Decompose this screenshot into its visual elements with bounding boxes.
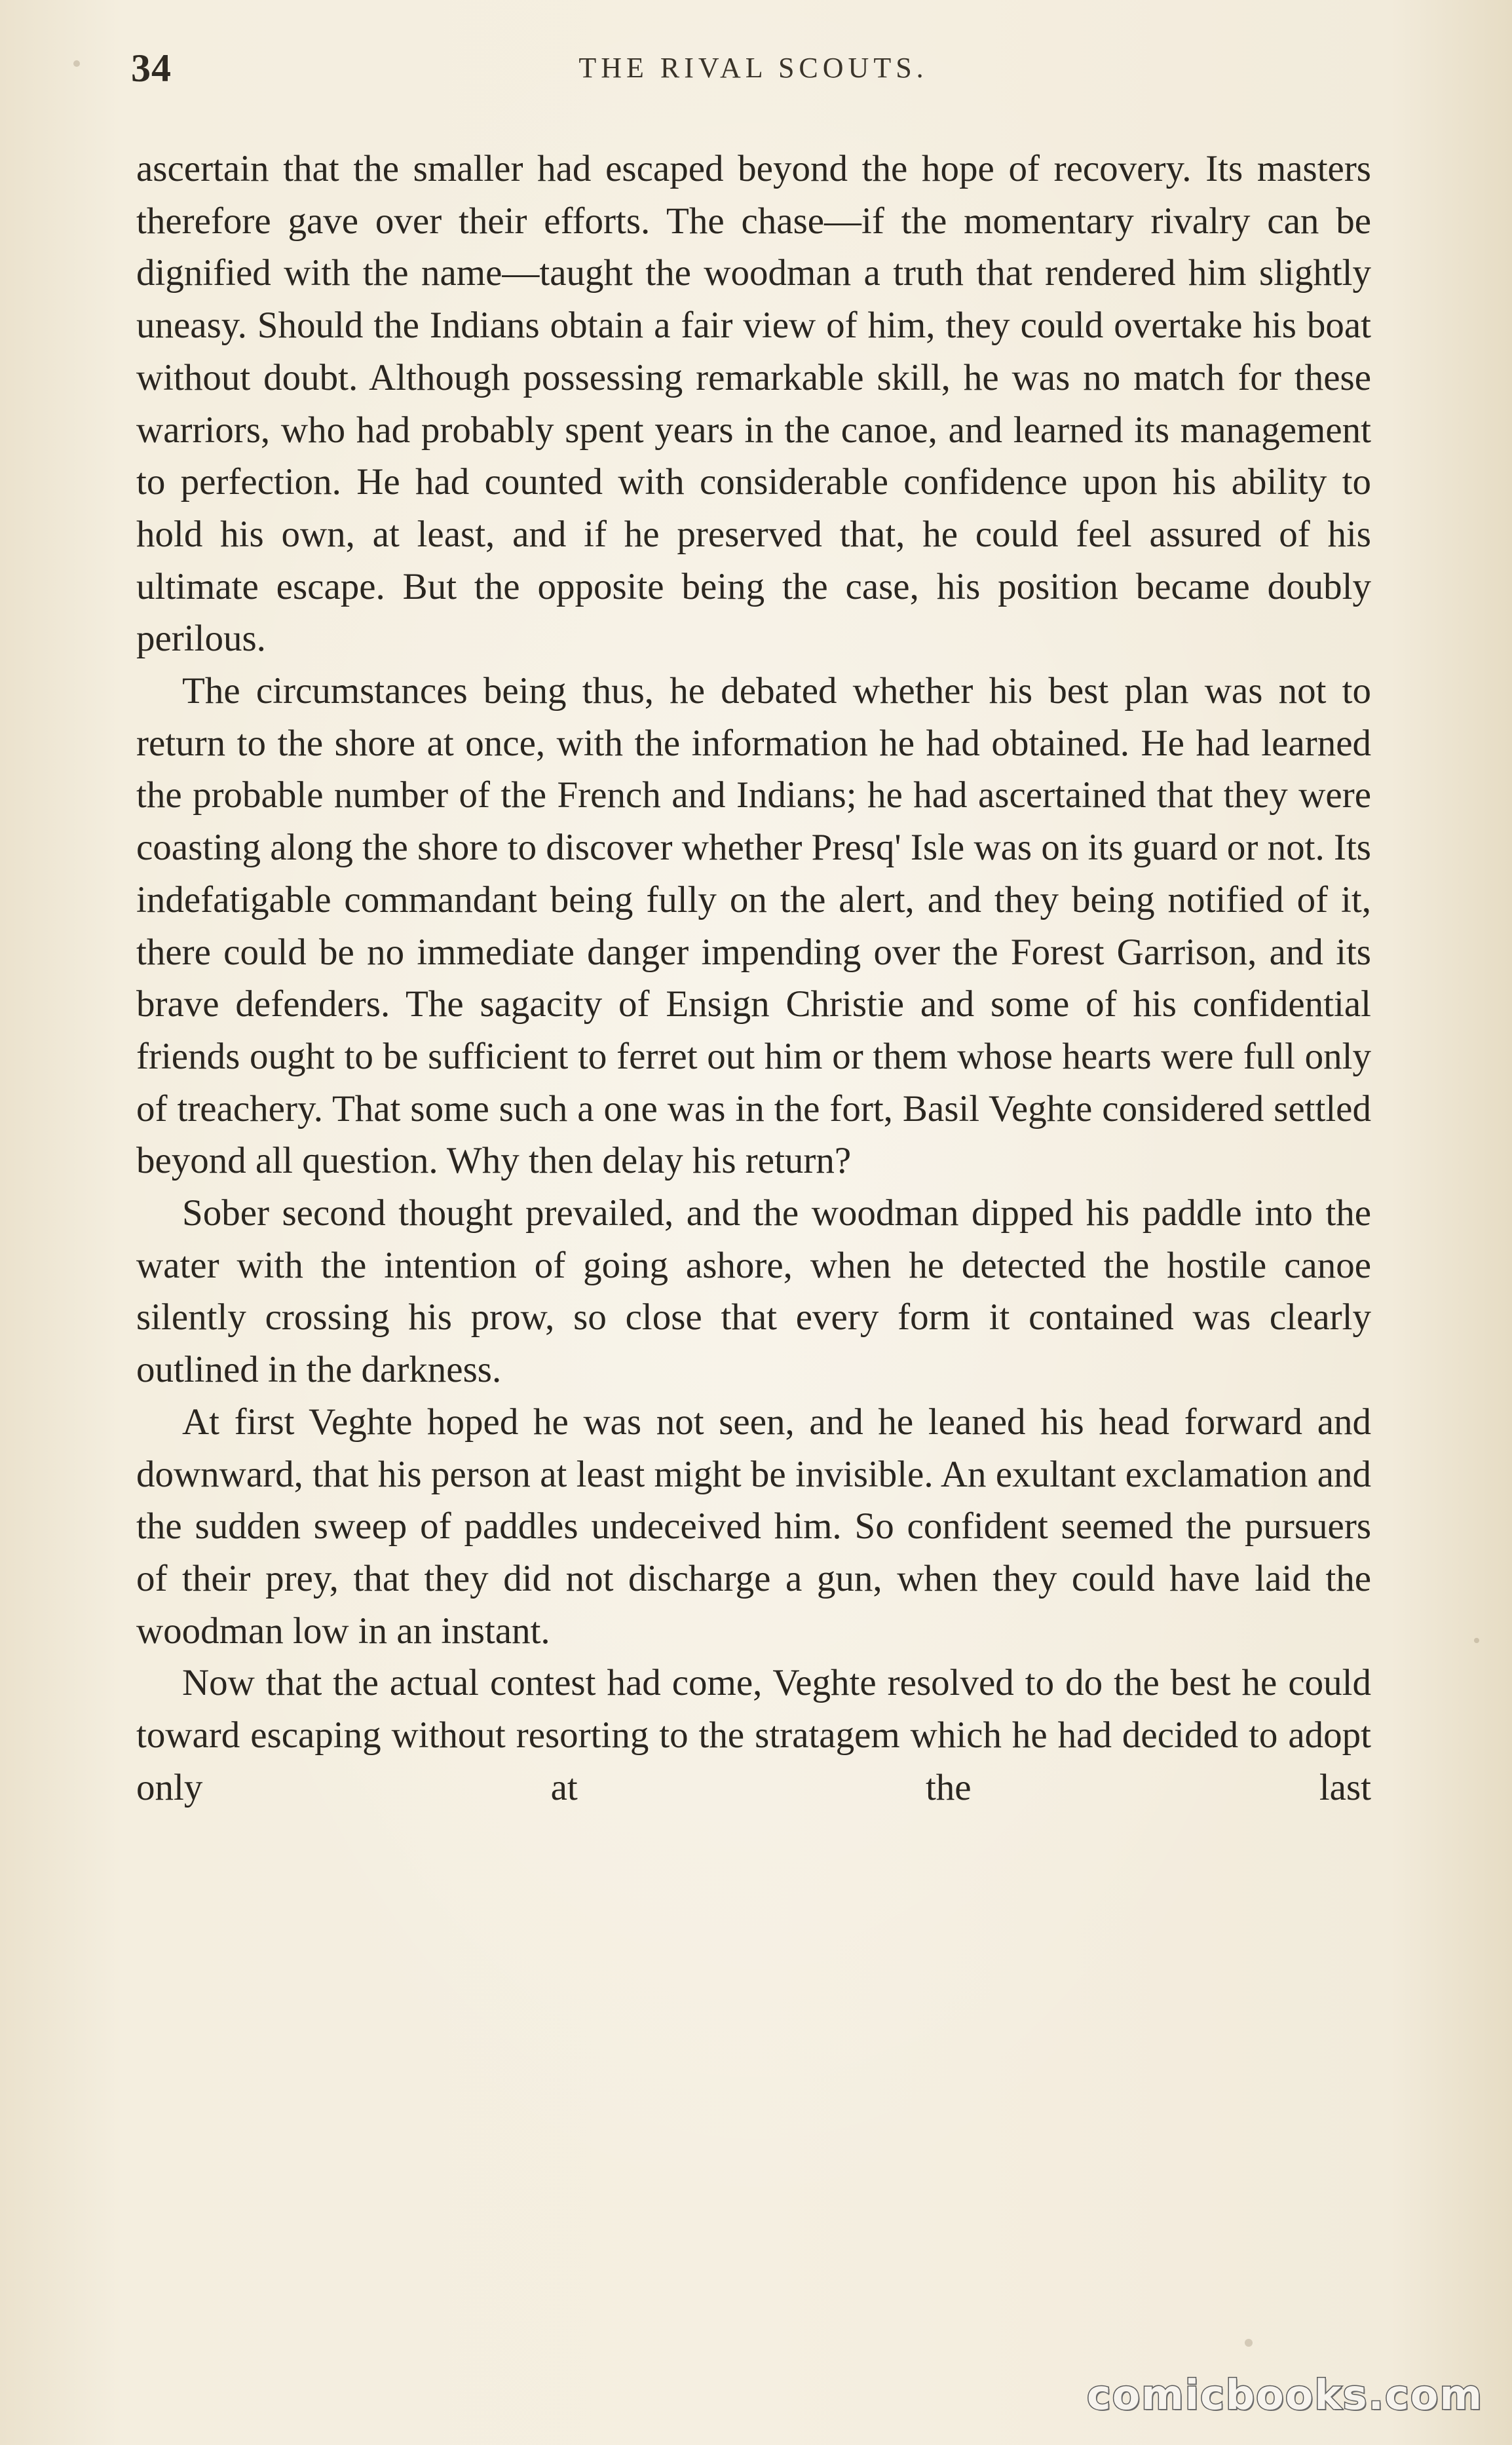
page-number: 34	[131, 47, 172, 90]
ink-smudge	[73, 60, 80, 67]
paragraph-2: The circumstances being thus, he debated whether his best plan was not to return to the shore at once, with the information he had obtained. He had learned the probable number of the French and Indians; he had ascertained that they were coasting along the shore to discover whether Presq' Isle was on its guard or not. Its indefatigable commandant being fully on the alert, and they being notified of it, there could be no immediate danger impending over the Forest Garrison, and its brave defenders. The sagacity of Ensign Christie and some of his confidential friends ought to be sufficient to ferret out him or them whose hearts were full only of treachery. That some such a one was in the fort, Basil Veghte considered settled beyond all question. Why then delay his return?	[136, 670, 1371, 1182]
watermark-logo: comicbooks.com	[1086, 2371, 1483, 2419]
running-title: THE RIVAL SCOUTS.	[578, 52, 928, 84]
ink-smudge	[1245, 2339, 1253, 2347]
running-head	[131, 46, 1376, 92]
paragraph-5: Now that the actual contest had come, Veghte resolved to do the best he could toward escaping without resorting to the stratagem which he had decided to adopt only at the last	[136, 1662, 1371, 1808]
body-text	[136, 143, 1371, 1814]
ink-smudge	[1474, 1638, 1479, 1643]
paragraph-4: At first Veghte hoped he was not seen, and he leaned his head forward and downward, that his person at least might be invisible. An exultant exclamation and the sudden sweep of paddles undeceived him. So confident seemed the pursuers of their prey, that they did not discharge a gun, when they could have laid the woodman low in an instant.	[136, 1401, 1371, 1652]
paragraph-3: Sober second thought prevailed, and the woodman dipped his paddle into the water with the intention of going ashore, when he detected the hostile canoe silently crossing his prow, so close that every form it contained was clearly outlined in the darkness.	[136, 1192, 1371, 1391]
paragraph-1: ascertain that the smaller had escaped beyond the hope of recovery. Its masters therefore gave over their efforts. The chase—if the momentary rivalry can be dignified with the name—taught the woodman a truth that rendered him slightly uneasy. Should the Indians obtain a fair view of him, they could overtake his boat without doubt. Although possessing remarkable skill, he was no match for these warriors, who had probably spent years in the canoe, and learned its management to perfection. He had counted with considerable confidence upon his ability to hold his own, at least, and if he preserved that, he could feel assured of his ultimate escape. But the opposite being the case, his position became doubly perilous.	[136, 148, 1371, 660]
